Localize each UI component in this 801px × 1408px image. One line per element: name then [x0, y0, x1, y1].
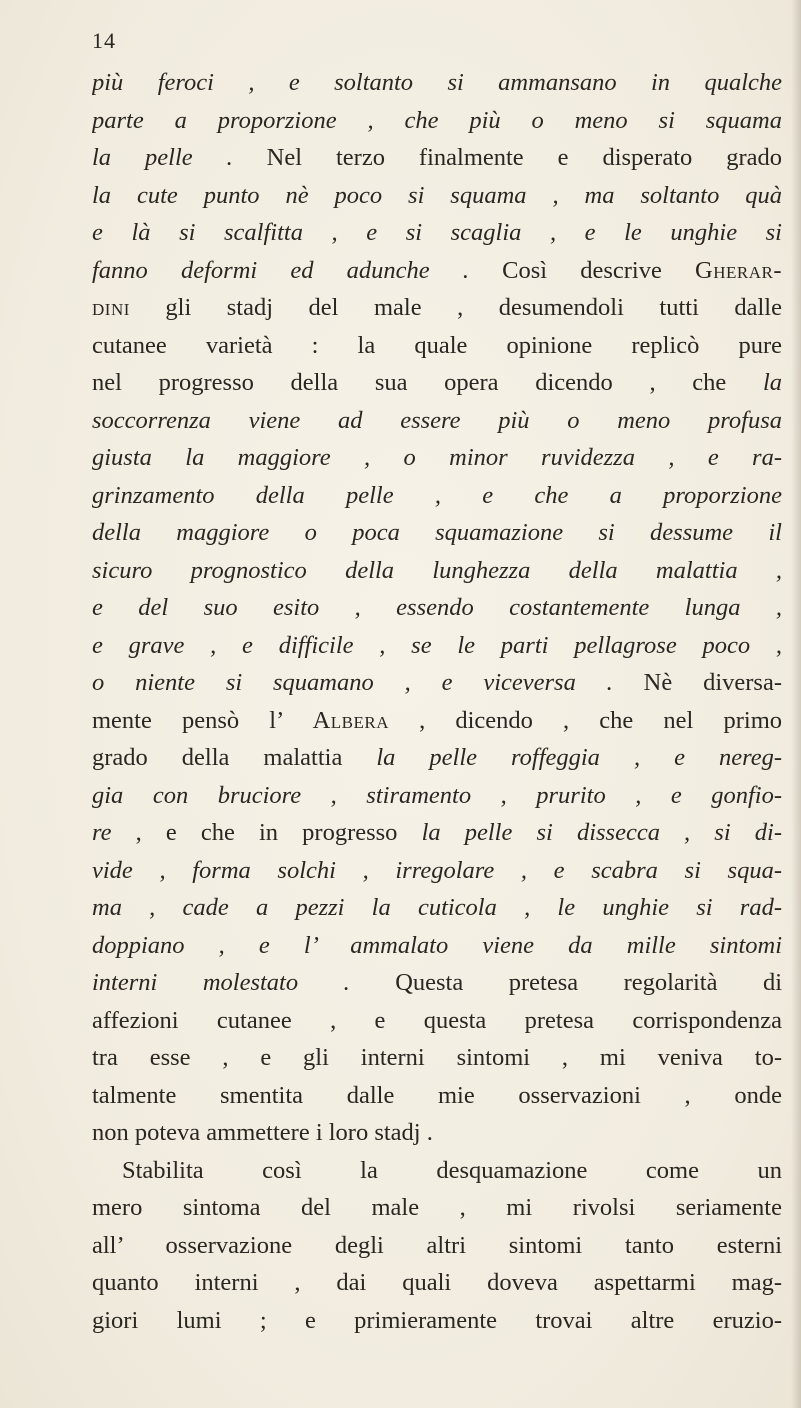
- text-line: [92, 439, 782, 477]
- text-line: [92, 889, 782, 927]
- text-line: [92, 364, 782, 402]
- text-segment: interni molestato .: [92, 969, 396, 996]
- text-line: [92, 514, 782, 552]
- text-segment: non poteva ammettere i loro stadj .: [92, 1119, 433, 1146]
- text-segment: mero sintoma del male , mi rivolsi seriamente: [92, 1194, 782, 1221]
- text-segment: Questa pretesa regolarità di: [395, 969, 782, 996]
- text-segment: Così descrive: [502, 256, 696, 284]
- text-line: [92, 102, 782, 140]
- text-line: [92, 627, 782, 665]
- text-line: [92, 1227, 782, 1265]
- text-segment: la pelle si dissecca , si di-: [421, 819, 782, 846]
- text-line: [92, 777, 782, 815]
- text-segment: Albera: [312, 706, 389, 734]
- text-segment: cutanee varietà : la quale opinione replicò pure: [92, 331, 782, 359]
- text-segment: la cute punto nè poco si squama , ma soltanto quà: [92, 181, 782, 209]
- text-line: [92, 64, 782, 102]
- text-segment: Stabilita così la desquamazione come un: [122, 1156, 782, 1184]
- text-line: [92, 177, 782, 215]
- text-line: [92, 477, 782, 515]
- text-line: [92, 814, 782, 852]
- page-edge-shadow: [791, 0, 801, 1408]
- text-line: [92, 852, 782, 890]
- text-segment: e del suo esito , essendo costantemente lunga ,: [92, 594, 782, 621]
- text-segment: e grave , e difficile , se le parti pellagrose poco ,: [92, 631, 782, 659]
- text-line: [92, 214, 782, 252]
- text-line: [92, 1264, 782, 1302]
- text-segment: parte a proporzione , che più o meno si squama: [92, 106, 782, 134]
- page-number: 14: [92, 28, 116, 53]
- text-line: [92, 1114, 782, 1152]
- text-line: [92, 402, 782, 440]
- text-segment: , dicendo , che nel primo: [388, 706, 782, 734]
- text-line: [92, 552, 782, 590]
- text-line: [92, 252, 782, 290]
- text-segment: Nel terzo finalmente e disperato grado: [266, 144, 782, 171]
- text-segment: la pelle .: [92, 144, 267, 171]
- text-segment: mente pensò l’: [92, 706, 313, 734]
- text-line: [92, 1077, 782, 1115]
- text-segment: soccorrenza viene ad essere più o meno profusa: [92, 406, 782, 434]
- text-line: [92, 664, 782, 702]
- text-segment: gia con bruciore , stiramento , prurito , e gonfio-: [92, 781, 782, 809]
- text-segment: re: [92, 819, 112, 846]
- text-line: [92, 289, 782, 327]
- text-line: [92, 964, 782, 1002]
- text-segment: talmente smentita dalle mie osservazioni , onde: [92, 1081, 782, 1109]
- text-segment: affezioni cutanee , e questa pretesa corrispondenza: [92, 1006, 782, 1034]
- text-segment: più feroci , e soltanto si ammansano in qualche: [92, 69, 782, 96]
- text-segment: della maggiore o poca squamazione si dessume il: [92, 519, 782, 546]
- text-segment: ma , cade a pezzi la cuticola , le unghie si rad-: [92, 894, 782, 921]
- text-segment: all’ osservazione degli altri sintomi tanto esterni: [92, 1231, 782, 1259]
- text-line: [92, 702, 782, 740]
- text-segment: giori lumi ; e primieramente trovai altre eruzio-: [92, 1306, 782, 1334]
- text-segment: dini: [92, 294, 130, 321]
- text-segment: la: [762, 369, 782, 396]
- body-text: [92, 64, 782, 1339]
- text-line: [92, 1189, 782, 1227]
- text-segment: Gherar-: [695, 256, 782, 284]
- text-segment: fanno deformi ed adunche .: [92, 256, 503, 284]
- text-segment: grinzamento della pelle , e che a proporzione: [92, 481, 782, 509]
- text-segment: sicuro prognostico della lunghezza della malattia ,: [92, 556, 782, 584]
- text-line: [92, 927, 782, 965]
- text-segment: gli stadj del male , desumendoli tutti dalle: [129, 294, 782, 321]
- text-line: [92, 1302, 782, 1340]
- text-line: [92, 139, 782, 177]
- text-segment: giusta la maggiore , o minor ruvidezza , e ra-: [92, 444, 782, 471]
- text-line: [92, 327, 782, 365]
- text-segment: , e che in progresso: [111, 819, 422, 846]
- text-segment: Nè diversa-: [643, 669, 782, 696]
- text-segment: e là si scalfitta , e si scaglia , e le unghie si: [92, 219, 782, 246]
- text-segment: nel progresso della sua opera dicendo , che: [92, 369, 763, 396]
- text-segment: vide , forma solchi , irregolare , e scabra si squa-: [92, 856, 782, 884]
- text-line: [92, 739, 782, 777]
- text-segment: grado della malattia: [92, 744, 377, 771]
- text-segment: o niente si squamano , e viceversa .: [92, 669, 644, 696]
- text-line: [92, 1002, 782, 1040]
- text-segment: quanto interni , dai quali doveva aspettarmi mag-: [92, 1269, 782, 1296]
- text-line: [92, 1039, 782, 1077]
- text-segment: doppiano , e l’ ammalato viene da mille sintomi: [92, 931, 782, 959]
- text-line: [92, 589, 782, 627]
- text-segment: la pelle roffeggia , e nereg-: [376, 744, 782, 771]
- text-segment: tra esse , e gli interni sintomi , mi veniva to-: [92, 1044, 782, 1071]
- text-line: [92, 1152, 782, 1190]
